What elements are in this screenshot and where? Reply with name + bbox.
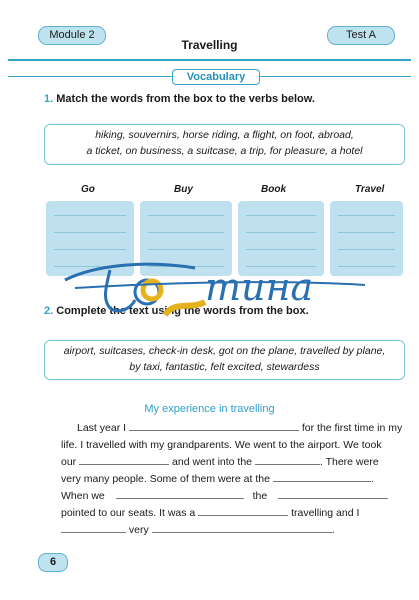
section-label: Vocabulary bbox=[172, 69, 260, 85]
task2-box-line1: airport, suitcases, check-in desk, got on the plane, travelled by plane, bbox=[63, 345, 386, 357]
task2-instruction: Complete the text using the words from the box. bbox=[56, 305, 309, 317]
column-header-travel: Travel bbox=[355, 184, 385, 195]
story-text: and went into the bbox=[172, 456, 253, 468]
story-text: travelling and I bbox=[291, 507, 360, 519]
task2-word-box bbox=[44, 340, 405, 380]
header-divider bbox=[8, 59, 411, 61]
task1-box-line1: hiking, souvernirs, horse riding, a flight, on foot, abroad, bbox=[95, 129, 354, 141]
task1-word-box bbox=[44, 124, 405, 165]
blank-9[interactable] bbox=[152, 522, 332, 533]
story-text: . There were bbox=[319, 456, 379, 468]
story-text: . bbox=[331, 524, 335, 536]
page-title: Travelling bbox=[181, 38, 238, 52]
story-line-3 bbox=[61, 454, 402, 471]
blank-4[interactable] bbox=[273, 471, 371, 482]
blank-7[interactable] bbox=[198, 505, 288, 516]
story-text: Last year I bbox=[77, 422, 127, 434]
test-badge: Test A bbox=[327, 26, 395, 45]
task2-box-line2: by taxi, fantastic, felt excited, stewardess bbox=[129, 361, 320, 373]
story-line-2: life. I travelled with my grandparents. We went to the airport. We took bbox=[61, 439, 382, 451]
task1-number: 1. bbox=[44, 93, 54, 105]
blank-5[interactable] bbox=[116, 488, 244, 499]
vocab-line-right bbox=[260, 76, 411, 77]
column-header-go: Go bbox=[81, 184, 95, 195]
story-text: very bbox=[128, 524, 149, 536]
blank-1[interactable] bbox=[129, 420, 299, 431]
story-text: . bbox=[370, 473, 374, 485]
svg-text:тина: тина bbox=[205, 265, 314, 309]
story-line-4 bbox=[61, 471, 402, 488]
story-text: the bbox=[252, 490, 268, 502]
story-text: pointed to our seats. It was a bbox=[61, 507, 196, 519]
story-line-6 bbox=[61, 505, 402, 522]
blank-8[interactable] bbox=[61, 522, 126, 533]
page-number: 6 bbox=[38, 553, 68, 572]
task1-heading bbox=[44, 93, 315, 105]
story-line-1 bbox=[77, 420, 402, 437]
story-text: our bbox=[61, 456, 77, 468]
watermark-logo bbox=[55, 240, 375, 330]
column-header-buy: Buy bbox=[174, 184, 193, 195]
vocab-line-left bbox=[8, 76, 172, 77]
story-line-5 bbox=[61, 488, 402, 505]
task1-box-line2: a ticket, on business, a suitcase, a trip, for pleasure, a hotel bbox=[86, 145, 363, 157]
blank-3[interactable] bbox=[255, 454, 320, 465]
story-text: very many people. Some of them were at the bbox=[61, 473, 270, 485]
task2-number: 2. bbox=[44, 305, 54, 317]
blank-6[interactable] bbox=[278, 488, 388, 499]
task1-instruction: Match the words from the box to the verbs below. bbox=[56, 93, 315, 105]
story-text: When we bbox=[61, 490, 105, 502]
column-header-book: Book bbox=[261, 184, 286, 195]
blank-2[interactable] bbox=[79, 454, 169, 465]
story-line-7 bbox=[61, 522, 402, 539]
story-title: My experience in travelling bbox=[144, 403, 275, 415]
module-badge: Module 2 bbox=[38, 26, 106, 45]
story-text: for the first time in my bbox=[301, 422, 403, 434]
